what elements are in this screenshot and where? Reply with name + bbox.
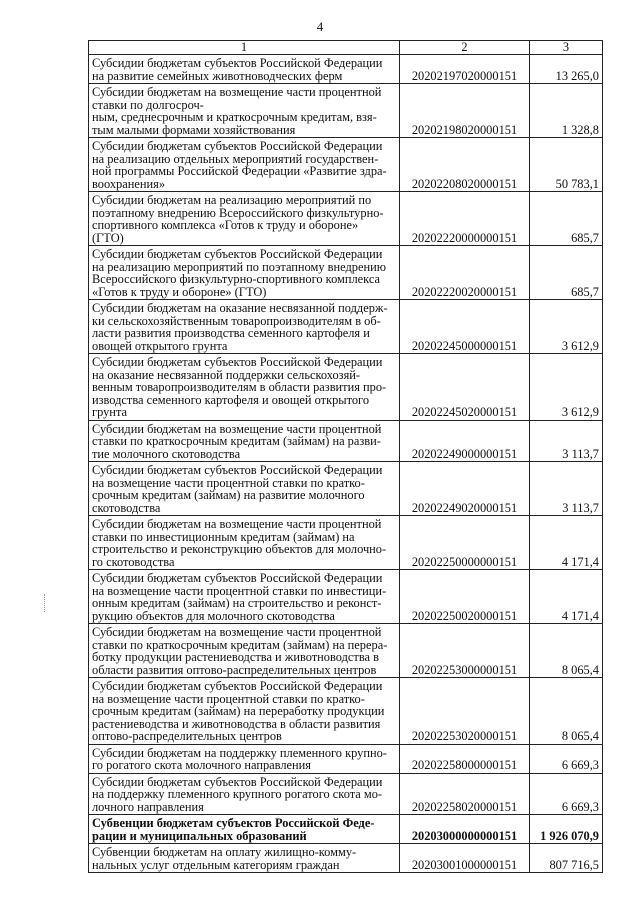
table-row [89,773,603,815]
row-amount: 6 669,3 [530,744,603,773]
row-amount: 8 065,4 [530,678,603,745]
row-description [89,354,400,421]
row-amount: 6 669,3 [530,773,603,815]
column-header-3: 3 [530,41,603,55]
description-line: Субвенции бюджетам субъектов Российской Феде- [92,816,375,830]
table-row [89,84,603,138]
description-line: на поддержку племенного крупного рогатого скота мо- [92,787,383,801]
row-amount: 1 926 070,9 [530,815,603,844]
description-line: венным товаропроизводителям в области развития про- [92,380,387,394]
row-description [89,138,400,192]
row-amount: 3 113,7 [530,420,603,462]
description-line: срочным кредитам (займам) на переработку продукции [92,704,385,718]
description-line: Субсидии бюджетам на возмещение части процентной [92,625,382,639]
row-amount: 8 065,4 [530,624,603,678]
table-row [89,570,603,624]
row-budget-code: 20203000000000151 [400,815,530,844]
description-line: Субсидии бюджетам субъектов Российской Федерации [92,679,383,693]
description-line: Субсидии бюджетам субъектов Российской Федерации [92,571,383,585]
description-line: рукцию объектов для молочного скотоводства [92,608,335,623]
description-line: ной программы Российской Федерации «Развитие здра- [92,164,387,178]
row-budget-code: 20202208020000151 [400,138,530,192]
description-line: Субсидии бюджетам на возмещение части процентной [92,421,382,436]
row-budget-code: 20202198020000151 [400,84,530,138]
description-line: Субсидии бюджетам субъектов Российской Федерации [92,355,383,369]
description-line: «Готов к труду и обороне» (ГТО) [92,284,267,299]
row-amount: 3 612,9 [530,354,603,421]
row-description [89,300,400,354]
table-row [89,55,603,84]
description-line: Субсидии бюджетам на поддержку племенного крупно- [92,745,387,760]
row-amount: 3 113,7 [530,462,603,516]
table-row [89,354,603,421]
description-line: тие молочного скотоводства [92,446,241,461]
column-header-1: 1 [89,41,400,55]
description-line: Всероссийского физкультурно-спортивного комплекса [92,272,381,286]
description-line: ботку продукции растениеводства и животноводства в [92,650,379,664]
description-line: на возмещение части процентной ставки по кратко- [92,475,365,490]
row-description [89,570,400,624]
description-line: ставки по долгосроч- [92,97,204,112]
description-line: спортивного комплекса «Готов к труду и обороне» [92,218,359,232]
description-line: Субсидии бюджетам на возмещение части процентной [92,517,382,531]
row-description [89,678,400,745]
description-line: ки сельскохозяйственным товаропроизводителям в об- [92,313,381,328]
description-line: го скотоводства [92,554,175,569]
description-line: на возмещение части процентной ставки по инвестици- [92,583,387,598]
table-row [89,624,603,678]
table-row [89,462,603,516]
row-budget-code: 20202253020000151 [400,678,530,745]
row-amount: 4 171,4 [530,570,603,624]
table-row [89,192,603,246]
row-budget-code: 20202253000000151 [400,624,530,678]
row-amount: 4 171,4 [530,516,603,570]
description-line: го рогатого скота молочного направления [92,758,311,772]
row-budget-code: 20202220020000151 [400,246,530,300]
description-line: воохранения» [92,176,166,191]
description-line: скотоводства [92,500,161,515]
table-row [89,246,603,300]
description-line: на реализацию мероприятий по поэтапному внедрению [92,259,386,274]
description-line: Субсидии бюджетам субъектов Российской Федерации [92,139,383,153]
description-line: тым малыми формами хозяйствования [92,122,296,137]
row-budget-code: 20202245020000151 [400,354,530,421]
row-budget-code: 20203001000000151 [400,844,530,873]
row-budget-code: 20202250020000151 [400,570,530,624]
row-budget-code: 20202258020000151 [400,773,530,815]
description-line: на возмещение части процентной ставки по кратко- [92,691,365,706]
description-line: Субсидии бюджетам на реализацию мероприятий по [92,193,372,207]
row-description [89,420,400,462]
row-amount: 807 716,5 [530,844,603,873]
column-header-2: 2 [400,41,530,55]
description-line: Субсидии бюджетам на возмещение части процентной [92,85,382,99]
page-number: 4 [316,19,324,34]
row-description [89,744,400,773]
row-budget-code: 20202220000000151 [400,192,530,246]
row-description [89,844,400,873]
description-line: строительство и реконструкцию объектов для молочно- [92,542,387,556]
row-description [89,192,400,246]
row-budget-code: 20202249020000151 [400,462,530,516]
description-line: Субсидии бюджетам на оказание несвязанной поддерж- [92,301,388,315]
table-row [89,815,603,844]
row-amount: 3 612,9 [530,300,603,354]
description-line: Субвенции бюджетам на оплату жилищно-комму- [92,845,357,859]
row-budget-code: 20202197020000151 [400,55,530,84]
description-line: на оказание несвязанной поддержки сельскохозяй- [92,367,361,382]
row-description [89,55,400,84]
description-line: рации и муниципальных образований [92,828,307,843]
row-amount: 685,7 [530,192,603,246]
description-line: Субсидии бюджетам субъектов Российской Федерации [92,463,383,477]
margin-mark [44,594,46,612]
description-line: Субсидии бюджетам субъектов Российской Федерации [92,56,383,70]
description-line: области развития оптово-распределительных центров [92,662,377,677]
row-amount: 50 783,1 [530,138,603,192]
row-amount: 685,7 [530,246,603,300]
table-body [89,41,603,873]
row-description [89,516,400,570]
row-description [89,815,400,844]
row-description [89,624,400,678]
row-budget-code: 20202250000000151 [400,516,530,570]
description-line: Субсидии бюджетам субъектов Российской Федерации [92,774,383,789]
row-budget-code: 20202249000000151 [400,420,530,462]
description-line: ным, среднесрочным и краткосрочным кредитам, взя- [92,110,377,124]
row-description [89,773,400,815]
description-line: нальных услуг отдельным категориям граждан [92,857,340,872]
budget-revenue-table [88,40,603,873]
description-line: срочным кредитам (займам) на развитие молочного [92,488,365,502]
description-line: изводства семенного картофеля и овощей открытого [92,392,370,407]
row-budget-code: 20202245000000151 [400,300,530,354]
description-line: онным кредитам (займам) на строительство и реконст- [92,596,382,610]
description-line: овощей открытого грунта [92,338,228,353]
table-row [89,420,603,462]
table-row [89,844,603,873]
description-line: ласти развития производства семенного картофеля и [92,326,370,340]
table-row [89,516,603,570]
description-line: поэтапному внедрению Всероссийского физкультурно- [92,205,384,220]
description-line: оптово-распределительных центров [92,729,282,743]
row-description [89,246,400,300]
description-line: на развитие семейных животноводческих ферм [92,68,343,83]
row-amount: 1 328,8 [530,84,603,138]
description-line: растениеводства и животноводства в области развития [92,716,381,731]
table-row [89,138,603,192]
description-line: лочного направления [92,799,204,814]
description-line: ставки по краткосрочным кредитам (займам) на перера- [92,637,388,652]
row-amount: 13 265,0 [530,55,603,84]
table-row [89,300,603,354]
row-budget-code: 20202258000000151 [400,744,530,773]
description-line: (ГТО) [92,230,124,245]
table-row [89,744,603,773]
table-row [89,678,603,745]
description-line: ставки по краткосрочным кредитам (займам) на разви- [92,434,381,448]
description-line: на реализацию отдельных мероприятий государствен- [92,151,379,166]
table-header-row [89,41,603,55]
description-line: Субсидии бюджетам субъектов Российской Федерации [92,247,383,261]
description-line: ставки по инвестиционным кредитам (займам) на [92,529,355,544]
description-line: грунта [92,405,128,419]
row-description [89,84,400,138]
row-description [89,462,400,516]
